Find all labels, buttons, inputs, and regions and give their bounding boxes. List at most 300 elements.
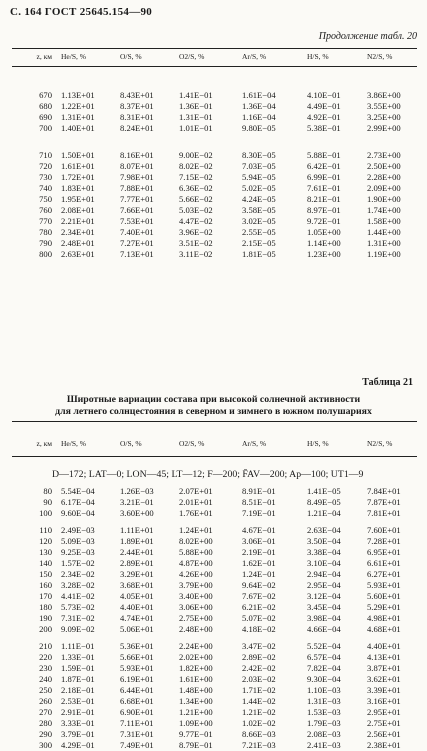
value-cell: 4.67E−01 <box>242 525 276 535</box>
value-cell: 2.89E+01 <box>120 558 154 568</box>
value-cell: 8.49E−05 <box>307 497 341 507</box>
value-cell: 2.09E+00 <box>367 183 401 193</box>
value-cell: 5.03E−02 <box>179 205 213 215</box>
table1-body <box>0 90 427 260</box>
altitude-cell: 100 <box>39 508 52 518</box>
altitude-cell: 110 <box>39 525 52 535</box>
value-cell: 1.23E+00 <box>307 249 341 259</box>
table-row <box>0 707 427 718</box>
table-row <box>0 123 427 134</box>
value-cell: 2.48E+01 <box>61 238 95 248</box>
value-cell: 2.18E−01 <box>61 685 95 695</box>
value-cell: 1.95E+01 <box>61 194 95 204</box>
altitude-cell: 190 <box>39 613 52 623</box>
value-cell: 4.26E+00 <box>179 569 213 579</box>
value-cell: 4.92E−01 <box>307 112 341 122</box>
altitude-cell: 700 <box>39 123 52 133</box>
value-cell: 2.75E+00 <box>179 613 213 623</box>
value-cell: 1.57E−02 <box>61 558 95 568</box>
altitude-cell: 690 <box>39 112 52 122</box>
value-cell: 7.53E+01 <box>120 216 154 226</box>
table-row <box>0 569 427 580</box>
table-row <box>0 90 427 101</box>
value-cell: 7.77E+01 <box>120 194 154 204</box>
value-cell: 1.05E+00 <box>307 227 341 237</box>
table-row <box>0 183 427 194</box>
value-cell: 1.44E−02 <box>242 696 276 706</box>
value-cell: 6.42E−01 <box>307 161 341 171</box>
value-cell: 8.37E+01 <box>120 101 154 111</box>
table-row <box>0 547 427 558</box>
value-cell: 2.99E+00 <box>367 123 401 133</box>
altitude-cell: 750 <box>39 194 52 204</box>
value-cell: 2.42E−02 <box>242 663 276 673</box>
value-cell: 1.61E+01 <box>61 161 95 171</box>
value-cell: 1.36E−04 <box>242 101 276 111</box>
value-cell: 2.73E+00 <box>367 150 401 160</box>
value-cell: 4.66E−04 <box>307 624 341 634</box>
value-cell: 2.48E+00 <box>179 624 213 634</box>
value-cell: 2.41E−03 <box>307 740 341 750</box>
value-cell: 6.19E+01 <box>120 674 154 684</box>
value-cell: 5.88E+00 <box>179 547 213 557</box>
value-cell: 1.59E−01 <box>61 663 95 673</box>
value-cell: 8.24E+01 <box>120 123 154 133</box>
value-cell: 1.81E−05 <box>242 249 276 259</box>
value-cell: 2.63E−04 <box>307 525 341 535</box>
value-cell: 4.87E+00 <box>179 558 213 568</box>
table-row <box>0 652 427 663</box>
value-cell: 7.88E+01 <box>120 183 154 193</box>
column-header: O2/S, % <box>179 439 205 448</box>
value-cell: 1.36E−01 <box>179 101 213 111</box>
value-cell: 5.38E−01 <box>307 123 341 133</box>
table-row <box>0 508 427 519</box>
table-row <box>0 161 427 172</box>
table-row <box>0 194 427 205</box>
table-row <box>0 172 427 183</box>
value-cell: 5.94E−05 <box>242 172 276 182</box>
value-cell: 3.28E−02 <box>61 580 95 590</box>
altitude-cell: 780 <box>39 227 52 237</box>
value-cell: 5.93E+01 <box>120 663 154 673</box>
value-cell: 4.18E−02 <box>242 624 276 634</box>
value-cell: 4.98E+01 <box>367 613 401 623</box>
table-row <box>0 685 427 696</box>
value-cell: 8.07E+01 <box>120 161 154 171</box>
altitude-cell: 160 <box>39 580 52 590</box>
altitude-cell: 230 <box>39 663 52 673</box>
table2-header-rule <box>12 456 417 457</box>
value-cell: 2.95E+01 <box>367 707 401 717</box>
table2-title-line2: для летнего солнцестояния в северном и зимнего в южном полушариях <box>55 406 372 417</box>
value-cell: 4.24E−05 <box>242 194 276 204</box>
value-cell: 3.60E+00 <box>120 508 154 518</box>
table-row <box>0 216 427 227</box>
value-cell: 6.90E+01 <box>120 707 154 717</box>
column-header: z, км <box>36 439 52 448</box>
value-cell: 1.79E−03 <box>307 718 341 728</box>
value-cell: 4.41E−02 <box>61 591 95 601</box>
table2-top-rule <box>12 421 417 422</box>
altitude-cell: 740 <box>39 183 52 193</box>
column-header: N2/S, % <box>367 439 393 448</box>
value-cell: 1.40E+01 <box>61 123 95 133</box>
altitude-cell: 800 <box>39 249 52 259</box>
value-cell: 8.51E−01 <box>242 497 276 507</box>
column-header: O/S, % <box>120 439 142 448</box>
value-cell: 1.76E+01 <box>179 508 213 518</box>
value-cell: 5.93E+01 <box>367 580 401 590</box>
value-cell: 1.58E+00 <box>367 216 401 226</box>
value-cell: 7.15E−02 <box>179 172 213 182</box>
altitude-cell: 140 <box>39 558 52 568</box>
value-cell: 1.16E−04 <box>242 112 276 122</box>
value-cell: 5.02E−05 <box>242 183 276 193</box>
value-cell: 7.03E−05 <box>242 161 276 171</box>
value-cell: 3.21E−01 <box>120 497 154 507</box>
altitude-cell: 300 <box>39 740 52 750</box>
altitude-cell: 730 <box>39 172 52 182</box>
value-cell: 1.61E+00 <box>179 674 213 684</box>
column-header: He/S, % <box>61 52 86 61</box>
column-header: N2/S, % <box>367 52 393 61</box>
value-cell: 5.36E+01 <box>120 641 154 651</box>
value-cell: 7.49E+01 <box>120 740 154 750</box>
value-cell: 3.79E−01 <box>61 729 95 739</box>
value-cell: 3.12E−04 <box>307 591 341 601</box>
table-row <box>0 663 427 674</box>
value-cell: 7.40E+01 <box>120 227 154 237</box>
table2-conditions: D—172; LAT—0; LON—45; LT—12; F—200; F̄AV—200; Ap—100; UT1—9 <box>52 469 364 480</box>
altitude-cell: 120 <box>39 536 52 546</box>
value-cell: 1.21E−02 <box>242 707 276 717</box>
altitude-cell: 210 <box>39 641 52 651</box>
value-cell: 8.91E−01 <box>242 486 276 496</box>
value-cell: 7.66E+01 <box>120 205 154 215</box>
value-cell: 2.91E−01 <box>61 707 95 717</box>
value-cell: 9.09E−02 <box>61 624 95 634</box>
value-cell: 2.56E+01 <box>367 729 401 739</box>
value-cell: 1.24E−01 <box>242 569 276 579</box>
value-cell: 6.68E+01 <box>120 696 154 706</box>
table1-top-rule <box>12 48 417 49</box>
altitude-cell: 270 <box>39 707 52 717</box>
altitude-cell: 760 <box>39 205 52 215</box>
value-cell: 7.31E+01 <box>120 729 154 739</box>
value-cell: 3.62E+01 <box>367 674 401 684</box>
value-cell: 2.50E+00 <box>367 161 401 171</box>
value-cell: 2.55E−05 <box>242 227 276 237</box>
value-cell: 5.29E+01 <box>367 602 401 612</box>
column-header: O/S, % <box>120 52 142 61</box>
table-row <box>0 205 427 216</box>
value-cell: 1.13E+01 <box>61 90 95 100</box>
altitude-cell: 790 <box>39 238 52 248</box>
value-cell: 1.02E−02 <box>242 718 276 728</box>
value-cell: 8.43E+01 <box>120 90 154 100</box>
value-cell: 1.62E−01 <box>242 558 276 568</box>
altitude-cell: 250 <box>39 685 52 695</box>
value-cell: 7.27E+01 <box>120 238 154 248</box>
value-cell: 2.34E−02 <box>61 569 95 579</box>
column-header: z, км <box>36 52 52 61</box>
table-row <box>0 591 427 602</box>
altitude-cell: 770 <box>39 216 52 226</box>
table-row <box>0 718 427 729</box>
table-row <box>0 249 427 260</box>
column-header: Ar/S, % <box>242 52 267 61</box>
value-cell: 3.51E−02 <box>179 238 213 248</box>
altitude-cell: 260 <box>39 696 52 706</box>
column-header: H/S, % <box>307 52 329 61</box>
table-row <box>0 740 427 751</box>
altitude-cell: 680 <box>39 101 52 111</box>
value-cell: 3.68E+01 <box>120 580 154 590</box>
value-cell: 7.67E−02 <box>242 591 276 601</box>
value-cell: 7.19E−01 <box>242 508 276 518</box>
value-cell: 5.54E−04 <box>61 486 95 496</box>
value-cell: 7.81E+01 <box>367 508 401 518</box>
value-cell: 3.06E+00 <box>179 602 213 612</box>
value-cell: 2.02E+00 <box>179 652 213 662</box>
value-cell: 2.49E−03 <box>61 525 95 535</box>
value-cell: 8.21E−01 <box>307 194 341 204</box>
value-cell: 9.64E−02 <box>242 580 276 590</box>
column-header: Ar/S, % <box>242 439 267 448</box>
column-header: H/S, % <box>307 439 329 448</box>
value-cell: 2.08E+01 <box>61 205 95 215</box>
value-cell: 3.87E+01 <box>367 663 401 673</box>
value-cell: 7.28E+01 <box>367 536 401 546</box>
value-cell: 8.97E−01 <box>307 205 341 215</box>
table-row <box>0 525 427 536</box>
value-cell: 5.60E+01 <box>367 591 401 601</box>
value-cell: 2.53E−01 <box>61 696 95 706</box>
table-row <box>0 227 427 238</box>
table-row <box>0 696 427 707</box>
value-cell: 4.10E−01 <box>307 90 341 100</box>
value-cell: 1.26E−03 <box>120 486 154 496</box>
value-cell: 2.38E+01 <box>367 740 401 750</box>
value-cell: 1.24E+01 <box>179 525 213 535</box>
value-cell: 1.48E+00 <box>179 685 213 695</box>
value-cell: 6.36E−02 <box>179 183 213 193</box>
value-cell: 4.40E+01 <box>120 602 154 612</box>
value-cell: 7.84E+01 <box>367 486 401 496</box>
value-cell: 1.53E−03 <box>307 707 341 717</box>
value-cell: 6.44E+01 <box>120 685 154 695</box>
value-cell: 7.61E−01 <box>307 183 341 193</box>
value-cell: 2.34E+01 <box>61 227 95 237</box>
value-cell: 1.19E+00 <box>367 249 401 259</box>
value-cell: 2.08E−03 <box>307 729 341 739</box>
table-row <box>0 641 427 652</box>
table-row <box>0 674 427 685</box>
value-cell: 3.02E−05 <box>242 216 276 226</box>
page-header: С. 164 ГОСТ 25645.154—90 <box>10 6 153 18</box>
value-cell: 3.50E−04 <box>307 536 341 546</box>
table-row <box>0 150 427 161</box>
altitude-cell: 150 <box>39 569 52 579</box>
value-cell: 4.40E+01 <box>367 641 401 651</box>
value-cell: 9.00E−02 <box>179 150 213 160</box>
altitude-cell: 200 <box>39 624 52 634</box>
table-row <box>0 580 427 591</box>
value-cell: 3.45E−04 <box>307 602 341 612</box>
value-cell: 9.25E−03 <box>61 547 95 557</box>
value-cell: 1.74E+00 <box>367 205 401 215</box>
value-cell: 1.31E−01 <box>179 112 213 122</box>
value-cell: 7.98E+01 <box>120 172 154 182</box>
value-cell: 7.21E−03 <box>242 740 276 750</box>
value-cell: 4.49E−01 <box>307 101 341 111</box>
value-cell: 7.11E+01 <box>120 718 154 728</box>
value-cell: 6.57E−04 <box>307 652 341 662</box>
value-cell: 6.95E+01 <box>367 547 401 557</box>
altitude-cell: 710 <box>39 150 52 160</box>
value-cell: 1.14E+00 <box>307 238 341 248</box>
value-cell: 1.83E+01 <box>61 183 95 193</box>
value-cell: 2.63E+01 <box>61 249 95 259</box>
table-row <box>0 536 427 547</box>
value-cell: 7.13E+01 <box>120 249 154 259</box>
value-cell: 1.10E−03 <box>307 685 341 695</box>
altitude-cell: 670 <box>39 90 52 100</box>
value-cell: 1.31E+00 <box>367 238 401 248</box>
value-cell: 4.74E+01 <box>120 613 154 623</box>
value-cell: 6.21E−02 <box>242 602 276 612</box>
value-cell: 6.61E+01 <box>367 558 401 568</box>
value-cell: 1.21E−04 <box>307 508 341 518</box>
value-cell: 1.31E+01 <box>61 112 95 122</box>
table-continuation-caption: Продолжение табл. 20 <box>318 31 417 42</box>
value-cell: 8.16E+01 <box>120 150 154 160</box>
value-cell: 2.21E+01 <box>61 216 95 226</box>
value-cell: 3.58E−05 <box>242 205 276 215</box>
column-header: He/S, % <box>61 439 86 448</box>
value-cell: 8.02E−02 <box>179 161 213 171</box>
value-cell: 1.61E−04 <box>242 90 276 100</box>
value-cell: 8.02E+00 <box>179 536 213 546</box>
value-cell: 1.34E+00 <box>179 696 213 706</box>
table2-label: Таблица 21 <box>362 377 413 388</box>
value-cell: 3.10E−04 <box>307 558 341 568</box>
table2-body <box>0 486 427 751</box>
value-cell: 1.41E−05 <box>307 486 341 496</box>
value-cell: 8.31E+01 <box>120 112 154 122</box>
column-header: O2/S, % <box>179 52 205 61</box>
altitude-cell: 280 <box>39 718 52 728</box>
table-row <box>0 486 427 497</box>
value-cell: 1.11E+01 <box>120 525 154 535</box>
value-cell: 2.07E+01 <box>179 486 213 496</box>
value-cell: 3.55E+00 <box>367 101 401 111</box>
value-cell: 3.79E+00 <box>179 580 213 590</box>
value-cell: 1.01E−01 <box>179 123 213 133</box>
value-cell: 5.07E−02 <box>242 613 276 623</box>
value-cell: 1.72E+01 <box>61 172 95 182</box>
value-cell: 7.87E+01 <box>367 497 401 507</box>
value-cell: 6.99E−01 <box>307 172 341 182</box>
value-cell: 2.15E−05 <box>242 238 276 248</box>
value-cell: 3.33E−01 <box>61 718 95 728</box>
value-cell: 3.29E+01 <box>120 569 154 579</box>
value-cell: 1.33E−01 <box>61 652 95 662</box>
value-cell: 1.71E−02 <box>242 685 276 695</box>
value-cell: 8.79E−01 <box>179 740 213 750</box>
value-cell: 3.06E−01 <box>242 536 276 546</box>
altitude-cell: 170 <box>39 591 52 601</box>
value-cell: 7.82E−04 <box>307 663 341 673</box>
value-cell: 8.66E−03 <box>242 729 276 739</box>
value-cell: 4.13E+01 <box>367 652 401 662</box>
value-cell: 9.80E−05 <box>242 123 276 133</box>
value-cell: 3.98E−04 <box>307 613 341 623</box>
value-cell: 1.09E+00 <box>179 718 213 728</box>
value-cell: 6.17E−04 <box>61 497 95 507</box>
value-cell: 2.28E+00 <box>367 172 401 182</box>
value-cell: 9.60E−04 <box>61 508 95 518</box>
value-cell: 1.22E+01 <box>61 101 95 111</box>
table-row <box>0 729 427 740</box>
value-cell: 3.47E−02 <box>242 641 276 651</box>
value-cell: 3.39E+01 <box>367 685 401 695</box>
table-row <box>0 602 427 613</box>
value-cell: 2.24E+00 <box>179 641 213 651</box>
value-cell: 7.60E+01 <box>367 525 401 535</box>
value-cell: 3.38E−04 <box>307 547 341 557</box>
value-cell: 4.47E−02 <box>179 216 213 226</box>
value-cell: 9.30E−04 <box>307 674 341 684</box>
value-cell: 5.88E−01 <box>307 150 341 160</box>
value-cell: 1.50E+01 <box>61 150 95 160</box>
altitude-cell: 80 <box>43 486 52 496</box>
value-cell: 2.95E−04 <box>307 580 341 590</box>
altitude-cell: 220 <box>39 652 52 662</box>
altitude-cell: 240 <box>39 674 52 684</box>
value-cell: 1.87E−01 <box>61 674 95 684</box>
table2-title-line1: Широтные вариации состава при высокой солнечной активности <box>66 394 361 405</box>
value-cell: 9.72E−01 <box>307 216 341 226</box>
value-cell: 2.75E+01 <box>367 718 401 728</box>
altitude-cell: 290 <box>39 729 52 739</box>
table1-header-rule <box>12 66 417 67</box>
altitude-cell: 90 <box>43 497 52 507</box>
value-cell: 1.11E−01 <box>61 641 95 651</box>
value-cell: 2.03E−02 <box>242 674 276 684</box>
altitude-cell: 180 <box>39 602 52 612</box>
table-row <box>0 613 427 624</box>
value-cell: 8.30E−05 <box>242 150 276 160</box>
value-cell: 1.89E+01 <box>120 536 154 546</box>
value-cell: 1.90E+00 <box>367 194 401 204</box>
value-cell: 3.16E+01 <box>367 696 401 706</box>
table-row <box>0 238 427 249</box>
value-cell: 5.52E−04 <box>307 641 341 651</box>
table-row <box>0 101 427 112</box>
table-row <box>0 624 427 635</box>
altitude-cell: 130 <box>39 547 52 557</box>
value-cell: 4.29E−01 <box>61 740 95 750</box>
value-cell: 2.89E−02 <box>242 652 276 662</box>
value-cell: 4.05E+01 <box>120 591 154 601</box>
value-cell: 3.25E+00 <box>367 112 401 122</box>
table-row <box>0 497 427 508</box>
value-cell: 3.96E−02 <box>179 227 213 237</box>
table-row <box>0 558 427 569</box>
value-cell: 5.09E−03 <box>61 536 95 546</box>
